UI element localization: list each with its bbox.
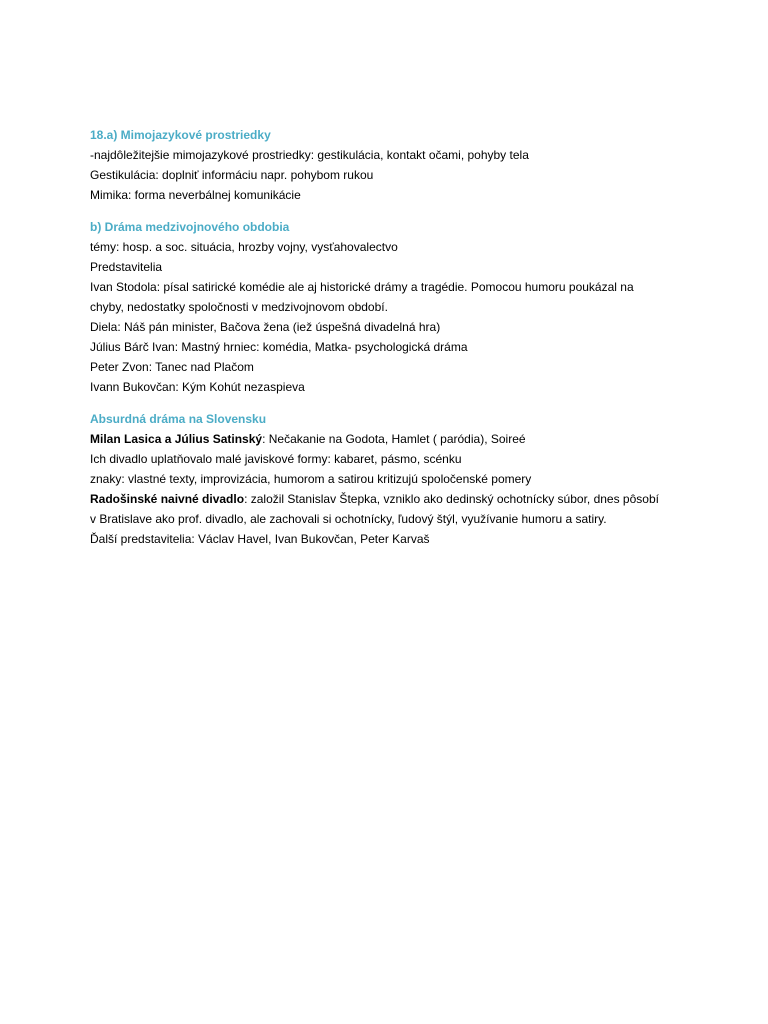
text-line: Ivan Stodola: písal satirické komédie ale aj historické drámy a tragédie. Pomocou humoru poukázal na — [90, 280, 634, 294]
text-line — [90, 489, 690, 509]
section-nonverbal-means — [90, 125, 690, 205]
text-span: : založil Stanislav Štepka, vzniklo ako dedinský ochotnícky súbor, dnes pôsobí — [244, 492, 659, 506]
section-heading: 18.a) Mimojazykové prostriedky — [90, 128, 271, 142]
text-line: témy: hosp. a soc. situácia, hrozby vojny, vysťahovalectvo — [90, 240, 398, 254]
bold-term: Radošinské naivné divadlo — [90, 492, 245, 506]
text-line: Mimika: forma neverbálnej komunikácie — [90, 188, 301, 202]
text-line: Ďalší predstavitelia: Václav Havel, Ivan Bukovčan, Peter Karvaš — [90, 532, 430, 546]
text-line: znaky: vlastné texty, improvizácia, humorom a satirou kritizujú spoločenské pomery — [90, 472, 532, 486]
text-line: chyby, nedostatky spoločnosti v medzivojnovom období. — [90, 300, 388, 314]
section-heading: b) Dráma medzivojnového obdobia — [90, 220, 290, 234]
section-interwar-drama — [90, 217, 690, 397]
text-line: v Bratislave ako prof. divadlo, ale zachovali si ochotnícky, ľudový štýl, využívanie humoru a satiry. — [90, 512, 607, 526]
text-line: Predstavitelia — [90, 260, 163, 274]
section-heading: Absurdná dráma na Slovensku — [90, 412, 267, 426]
text-line: -najdôležitejšie mimojazykové prostriedky: gestikulácia, kontakt očami, pohyby tela — [90, 148, 529, 162]
document-content — [90, 125, 690, 561]
text-line — [90, 429, 690, 449]
section-absurd-drama — [90, 409, 690, 549]
text-line: Július Bárč Ivan: Mastný hrniec: komédia, Matka- psychologická dráma — [90, 340, 468, 354]
text-line: Peter Zvon: Tanec nad Plačom — [90, 360, 254, 374]
text-line: Ich divadlo uplatňovalo malé javiskové formy: kabaret, pásmo, scénku — [90, 452, 462, 466]
text-span: : Nečakanie na Godota, Hamlet ( paródia), Soireé — [262, 432, 526, 446]
bold-term: Milan Lasica a Július Satinský — [90, 432, 263, 446]
text-line: Gestikulácia: doplniť informáciu napr. pohybom rukou — [90, 168, 374, 182]
text-line: Diela: Náš pán minister, Bačova žena (iež úspešná divadelná hra) — [90, 320, 441, 334]
text-line: Ivann Bukovčan: Kým Kohút nezaspieva — [90, 380, 305, 394]
